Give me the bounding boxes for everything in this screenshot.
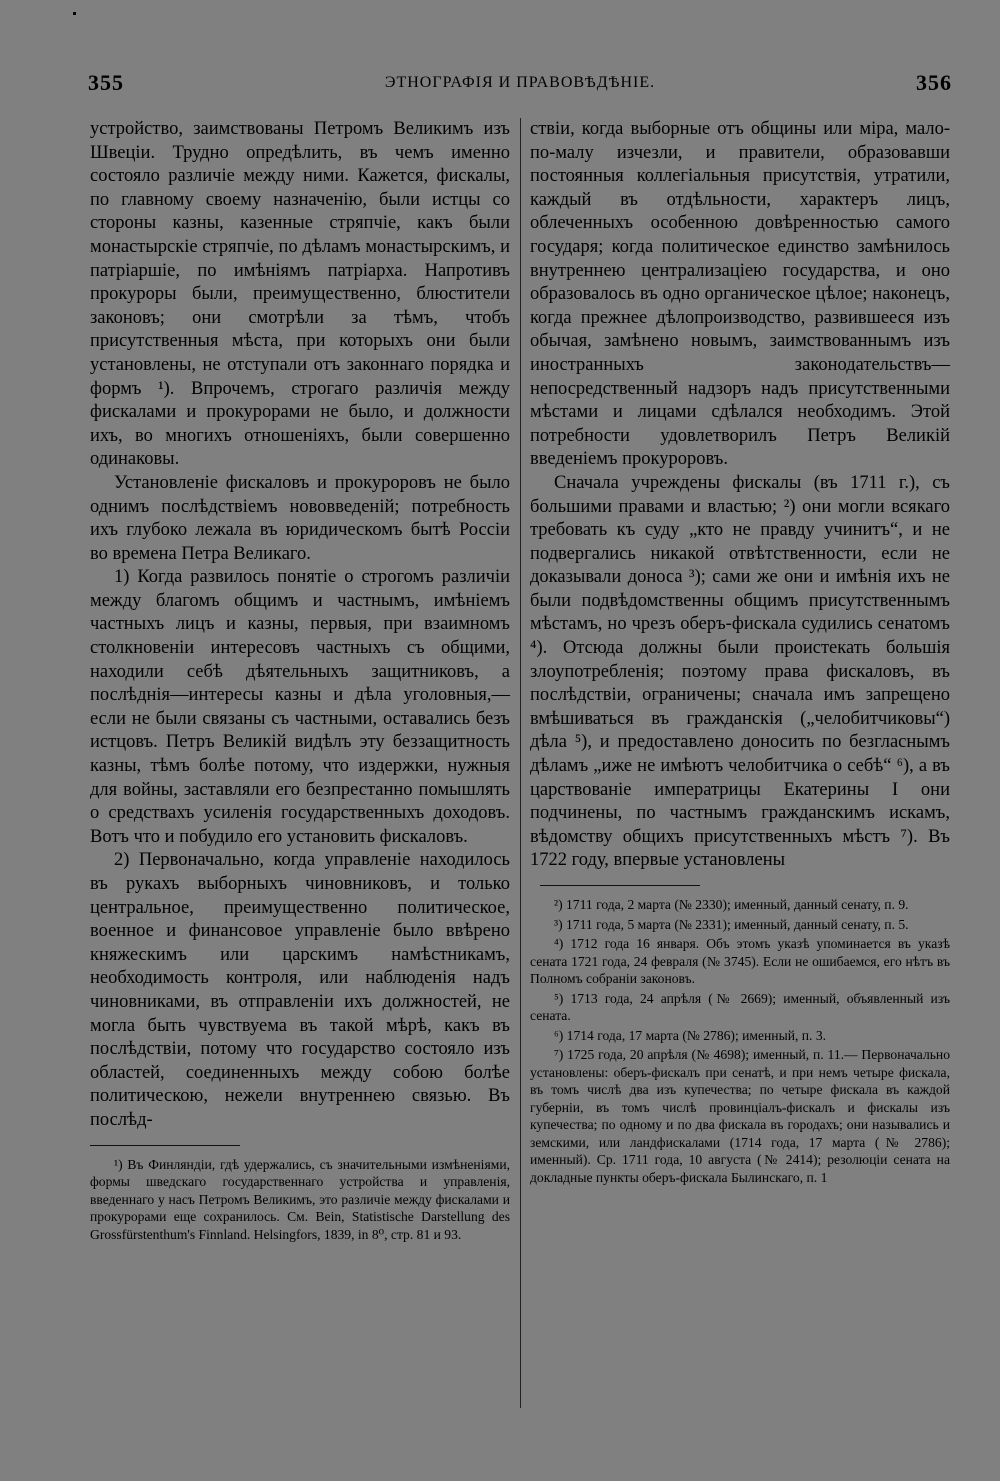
column-divider bbox=[520, 118, 521, 1408]
footnote: ²) 1711 года, 2 марта (№ 2330); именный, данный сенату, п. 9. bbox=[554, 897, 909, 912]
footnote: ⁶) 1714 года, 17 марта (№ 2786); именный, п. 3. bbox=[554, 1027, 827, 1043]
paragraph: 2) Первоначально, когда управленіе находилось въ рукахъ выборныхъ чиновниковъ, и только центральное, преимущественно политическое, военное и финансовое управленіе было ввѣрено княжескимъ или царскимъ намѣстникамъ, необходимость контроля, или наблюденія надъ чиновниками, въ отправленіи ихъ должностей, не могла быть чувствуема въ такой мѣрѣ, какъ въ послѣдствіи, потому что государство состояло изъ областей, соединенныхъ между собою болѣе политическою, нежели внутреннею связью. Въ послѣд- bbox=[90, 850, 510, 1130]
footnotes bbox=[530, 896, 950, 1186]
page-number-right: 356 bbox=[916, 70, 952, 95]
footnote-rule bbox=[90, 1145, 240, 1146]
speck bbox=[73, 12, 76, 15]
running-title: ЭТНОГРАФІЯ И ПРАВОВѢДѢНІЕ. bbox=[384, 74, 656, 91]
footnote: ³) 1711 года, 5 марта (№ 2331); именный, данный сенату, п. 5. bbox=[554, 916, 909, 932]
running-header bbox=[88, 70, 952, 100]
footnote: ¹) Въ Финляндіи, гдѣ удержались, съ значительными измѣненіями, формы шведскаго государственнаго устройства и управленія, введеннаго у насъ Петромъ Великимъ, это различіе между фискалами и прокурорами еще сохранилось. См. Bein, Statistische Darstellung des Grossfürstenthum's Finnland. Helsingfors, 1839, in 8⁰, стр. 81 и 93. bbox=[90, 1156, 510, 1242]
paragraph: Сначала учреждены фискалы (въ 1711 г.), съ большими правами и властью; ²) они могли всякаго требовать къ суду „кто не правду учинитъ“, и не подвергались никакой отвѣтственности, если не доказывали доноса ³); сами же они и имѣнія ихъ не были подвѣдомственны общимъ присутственнымъ мѣстамъ, но чрезъ оберъ-фискала судились сенатомъ ⁴). Отсюда должны были проистекать большія злоупотребленія; поэтому права фискаловъ, въ послѣдствіи, ограничены; сначала имъ запрещено вмѣшиваться въ гражданскія („челобитчиковы“) дѣла ⁵), и предоставлено доносить по безгласнымъ дѣламъ „иже не имѣютъ челобитчика о себѣ“ ⁶), а въ царствованіе императрицы Екатерины I они подчинены, по частнымъ гражданскимъ искамъ, вѣдомству общихъ присутственныхъ мѣстъ ⁷). Въ 1722 году, впервые установлены bbox=[530, 472, 950, 871]
footnote: ⁷) 1725 года, 20 апрѣля (№ 4698); именный, п. 11.— Первоначально установлены: оберъ-фискалъ при сенатѣ, и при немъ четыре фискала, въ томъ числѣ два изъ купечества; по четыре фискала въ каждой губерніи, въ томъ числѣ провинціалъ-фискалъ и фискалы изъ купечества; по одному и по два фискала въ городахъ; они назывались и земскими, или ландфискалами (1714 года, 17 марта (№ 2786); именный). Ср. 1711 года, 10 августа (№ 2414); резолюціи сената на докладные пункты оберъ-фискала Былинскаго, п. 1 bbox=[530, 1047, 950, 1185]
right-column bbox=[530, 118, 950, 1188]
footnote: ⁴) 1712 года 16 января. Объ этомъ указѣ упоминается въ указѣ сената 1721 года, 24 февраля (№ 3745). Если не ошибаемся, его нѣтъ въ Полномъ собраніи законовъ. bbox=[530, 936, 950, 986]
paragraph: 1) Когда развилось понятіе о строгомъ различіи между благомъ общимъ и частнымъ, имѣніемъ частныхъ лицъ и казны, первыя, при взаимномъ столкновеніи интересовъ частныхъ съ общими, находили себѣ дѣятельныхъ защитниковъ, а послѣднія—интересы казны и дѣла уголовныя,—если не были связаны съ частными, оставались безъ истцовъ. Петръ Великій видѣлъ эту беззащитность казны, тѣмъ болѣе потому, что издержки, нужныя для войны, заставляли его безпрестанно помышлять о средствахъ усиленія государственныхъ доходовъ. Вотъ что и побудило его установить фискаловъ. bbox=[90, 567, 510, 847]
page-number-left: 355 bbox=[88, 70, 124, 95]
paragraph: устройство, заимствованы Петромъ Великимъ изъ Швеціи. Трудно опредѣлить, въ чемъ именно состояло различіе между ними. Кажется, фискалы, по главному своему назначенію, были истцы со стороны казны, казенные стряпчіе, какъ были монастырскіе стряпчіе, по дѣламъ монастырскимъ, и патріаршіе, по имѣніямъ патріарха. Напротивъ прокуроры были, преимущественно, блюстители законовъ; они смотрѣли за тѣмъ, чтобъ присутственныя мѣста, при которыхъ они были установлены, не отступали отъ законнаго порядка и формъ ¹). Впрочемъ, строгаго различія между фискалами и прокурорами не было, и должности ихъ, во многихъ отношеніяхъ, были совершенно одинаковы. bbox=[90, 119, 510, 470]
footnote: ⁵) 1713 года, 24 апрѣля (№ 2669); именный, объявленный изъ сената. bbox=[530, 990, 950, 1023]
paragraph: ствіи, когда выборные отъ общины или міра, мало-по-малу изчезли, и правители, образовавши постоянныя коллегіальныя присутствія, утратили, каждый въ отдѣльности, характеръ лицъ, облеченныхъ особенною довѣренностью самого государя; когда политическое единство замѣнилось внутреннею централизаціею государства, и оно образовалось въ одно органическое цѣлое; наконецъ, когда прежнее дѣлопроизводство, развившееся изъ обычая, замѣнено новымъ, заимствованнымъ изъ иностранныхъ законодательствъ—непосредственный надзоръ надъ присутственными мѣстами и лицами сдѣлался необходимъ. Этой потребности удовлетворилъ Петръ Великій введеніемъ прокуроровъ. bbox=[530, 119, 950, 470]
left-column bbox=[90, 118, 510, 1245]
footnotes bbox=[90, 1156, 510, 1244]
footnote-rule bbox=[540, 885, 700, 886]
paragraph: Установленіе фискаловъ и прокуроровъ не было однимъ послѣдствіемъ нововведеній; потребность ихъ глубоко лежала въ юридическомъ бытѣ Россіи во времена Петра Великаго. bbox=[90, 472, 510, 564]
